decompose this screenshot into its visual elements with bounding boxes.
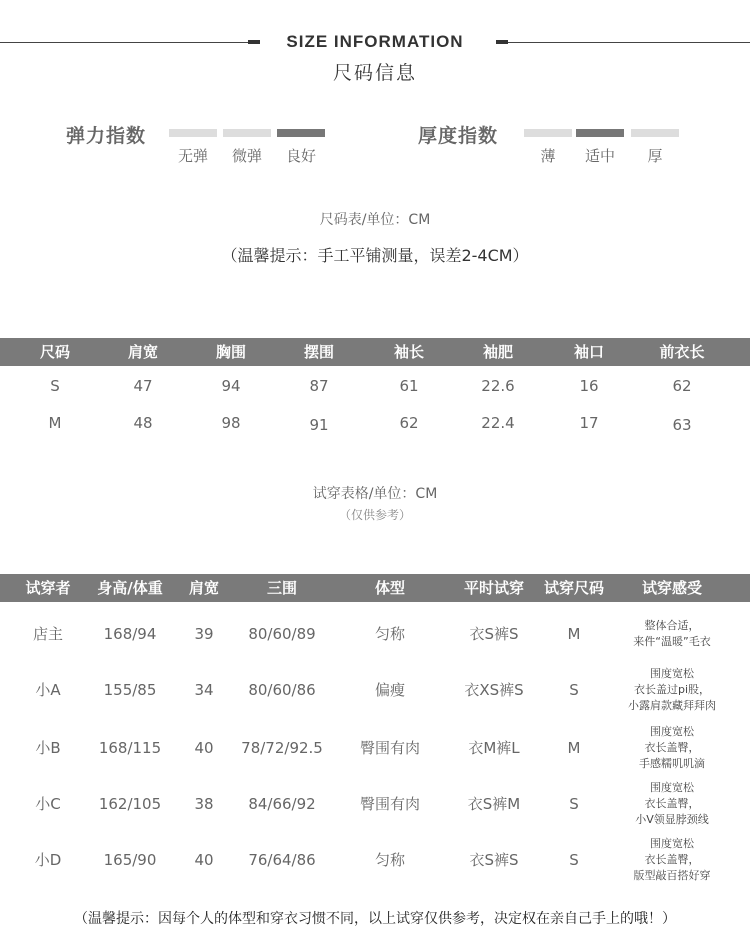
size-col-header: 摆围 [303,343,334,361]
tryon-cell: 40 [194,739,214,757]
tryon-cell: M [567,625,581,643]
tryon-col-header: 体型 [374,579,405,597]
tryon-feel [607,618,737,650]
tryon-col-header: 肩宽 [188,579,219,597]
tryon-cell: 165/90 [103,851,157,869]
size-tip: （温馨提示：手工平铺测量，误差2-4CM） [221,246,529,265]
table-row [0,832,750,888]
size-col-header: 肩宽 [127,343,158,361]
tryon-cell: S [569,681,579,699]
elasticity-bar [169,129,217,137]
thickness-option: 薄 [540,147,556,165]
size-cell: 94 [221,377,241,395]
size-cell: 22.4 [481,414,515,432]
thickness-bar [631,129,679,137]
tryon-cell: S [569,851,579,869]
tryon-col-header: 三围 [266,579,297,597]
size-col-header: 袖长 [393,343,424,361]
tryon-cell: 155/85 [103,681,157,699]
footer-tip: （温馨提示：因每个人的体型和穿衣习惯不同，以上试穿仅供参考，决定权在亲自己手上的哦！） [74,911,676,927]
tryon-cell: M [567,739,581,757]
tryon-cell: 臀围有肉 [359,795,420,813]
title-dash-right [496,40,508,44]
tryon-cell: 78/72/92.5 [241,739,323,757]
size-cell: 91 [309,416,329,434]
tryon-feel-line: 衣长盖臀， [644,741,700,754]
tryon-cell: 衣S裤S [469,625,519,643]
tryon-feel-line: 衣长盖过pi股， [633,683,711,696]
thickness-label: 厚度指数 [418,125,499,147]
tryon-cell: 40 [194,851,214,869]
size-cell: 22.6 [481,377,515,395]
size-cell: 62 [399,414,419,432]
tryon-cell: 匀称 [374,851,405,869]
tryon-cell: 76/64/86 [248,851,316,869]
tryon-feel-line: 版型敲百搭好穿 [633,869,711,882]
tryon-feel-line: 衣长盖臀， [644,797,700,810]
table-row [0,375,750,399]
tryon-feel-line: 围度宽松 [650,725,694,738]
tryon-cell: 39 [194,625,214,643]
tryon-sub-note: （仅供参考） [338,508,411,522]
tryon-col-header: 平时试穿 [463,579,524,597]
size-cell: 63 [672,416,692,434]
elasticity-bar [277,129,325,137]
tryon-col-header: 试穿感受 [641,579,702,597]
title-cn: 尺码信息 [332,62,417,84]
tryon-feel-line: 来件“温暖”毛衣 [633,635,711,648]
elasticity-bar [223,129,271,137]
tryon-cell: 168/94 [103,625,157,643]
tryon-cell: 小C [35,795,61,813]
tryon-cell: 168/115 [98,739,162,757]
tryon-cell: 臀围有肉 [359,739,420,757]
elasticity-option: 良好 [285,147,316,165]
tryon-cell: 偏瘦 [374,681,405,699]
size-cell: M [48,414,62,432]
tryon-col-header: 试穿者 [25,579,71,597]
tryon-cell: 小D [34,851,62,869]
tryon-cell: 小B [35,739,61,757]
tryon-feel-line: 小V领显脖颈线 [635,813,709,826]
elasticity-label: 弹力指数 [66,125,147,147]
elasticity-option: 无弹 [177,147,208,165]
thickness-option: 适中 [584,147,615,165]
tryon-cell: 衣S裤S [469,851,519,869]
tryon-feel-line: 手感糯叽叽滴 [639,757,705,770]
tryon-feel-line: 衣长盖臀， [644,853,700,866]
tryon-feel [607,666,737,714]
thickness-bar [576,129,624,137]
tryon-feel [607,724,737,772]
size-unit-note: 尺码表/单位：CM [319,212,431,228]
size-cell: 16 [579,377,599,395]
tryon-feel-line: 围度宽松 [650,837,694,850]
tryon-col-header: 试穿尺码 [543,579,604,597]
tryon-cell: 店主 [32,625,63,643]
table-row [0,776,750,832]
size-col-header: 袖肥 [482,343,513,361]
tryon-feel-line: 围度宽松 [650,667,694,680]
tryon-feel [607,780,737,828]
tryon-cell: 衣S裤M [467,795,521,813]
tryon-col-header: 身高/体重 [97,579,163,597]
tryon-feel [607,836,737,884]
tryon-cell: 小A [35,681,61,699]
title-en: SIZE INFORMATION [286,32,464,51]
size-col-header: 前衣长 [659,343,705,361]
tryon-cell: S [569,795,579,813]
tryon-cell: 34 [194,681,214,699]
elasticity-option: 微弹 [231,147,262,165]
size-col-header: 尺码 [39,343,70,361]
size-cell: 61 [399,377,419,395]
thickness-bar [524,129,572,137]
size-col-header: 袖口 [573,343,604,361]
title-line-right [508,42,750,43]
thickness-option: 厚 [647,147,663,165]
size-cell: 47 [133,377,153,395]
tryon-cell: 衣XS裤S [464,681,524,699]
tryon-cell: 80/60/89 [248,625,316,643]
tryon-feel-line: 小露肩款藏拜拜肉 [628,699,716,712]
table-row [0,720,750,776]
tryon-unit-note: 试穿表格/单位：CM [312,486,438,502]
tryon-cell: 84/66/92 [248,795,316,813]
tryon-cell: 80/60/86 [248,681,316,699]
tryon-cell: 38 [194,795,214,813]
size-cell: 48 [133,414,153,432]
table-row [0,662,750,718]
tryon-feel-line: 整体合适， [644,619,700,632]
table-row [0,606,750,662]
size-table-header [0,338,750,366]
tryon-cell: 匀称 [374,625,405,643]
size-cell: S [50,377,60,395]
tryon-feel-line: 围度宽松 [650,781,694,794]
size-cell: 98 [221,414,241,432]
size-cell: 17 [579,414,599,432]
table-row [0,412,750,436]
size-col-header: 胸围 [215,343,246,361]
tryon-table-header [0,574,750,602]
tryon-cell: 162/105 [98,795,162,813]
size-cell: 87 [309,377,329,395]
size-cell: 62 [672,377,692,395]
tryon-cell: 衣M裤L [468,739,520,757]
